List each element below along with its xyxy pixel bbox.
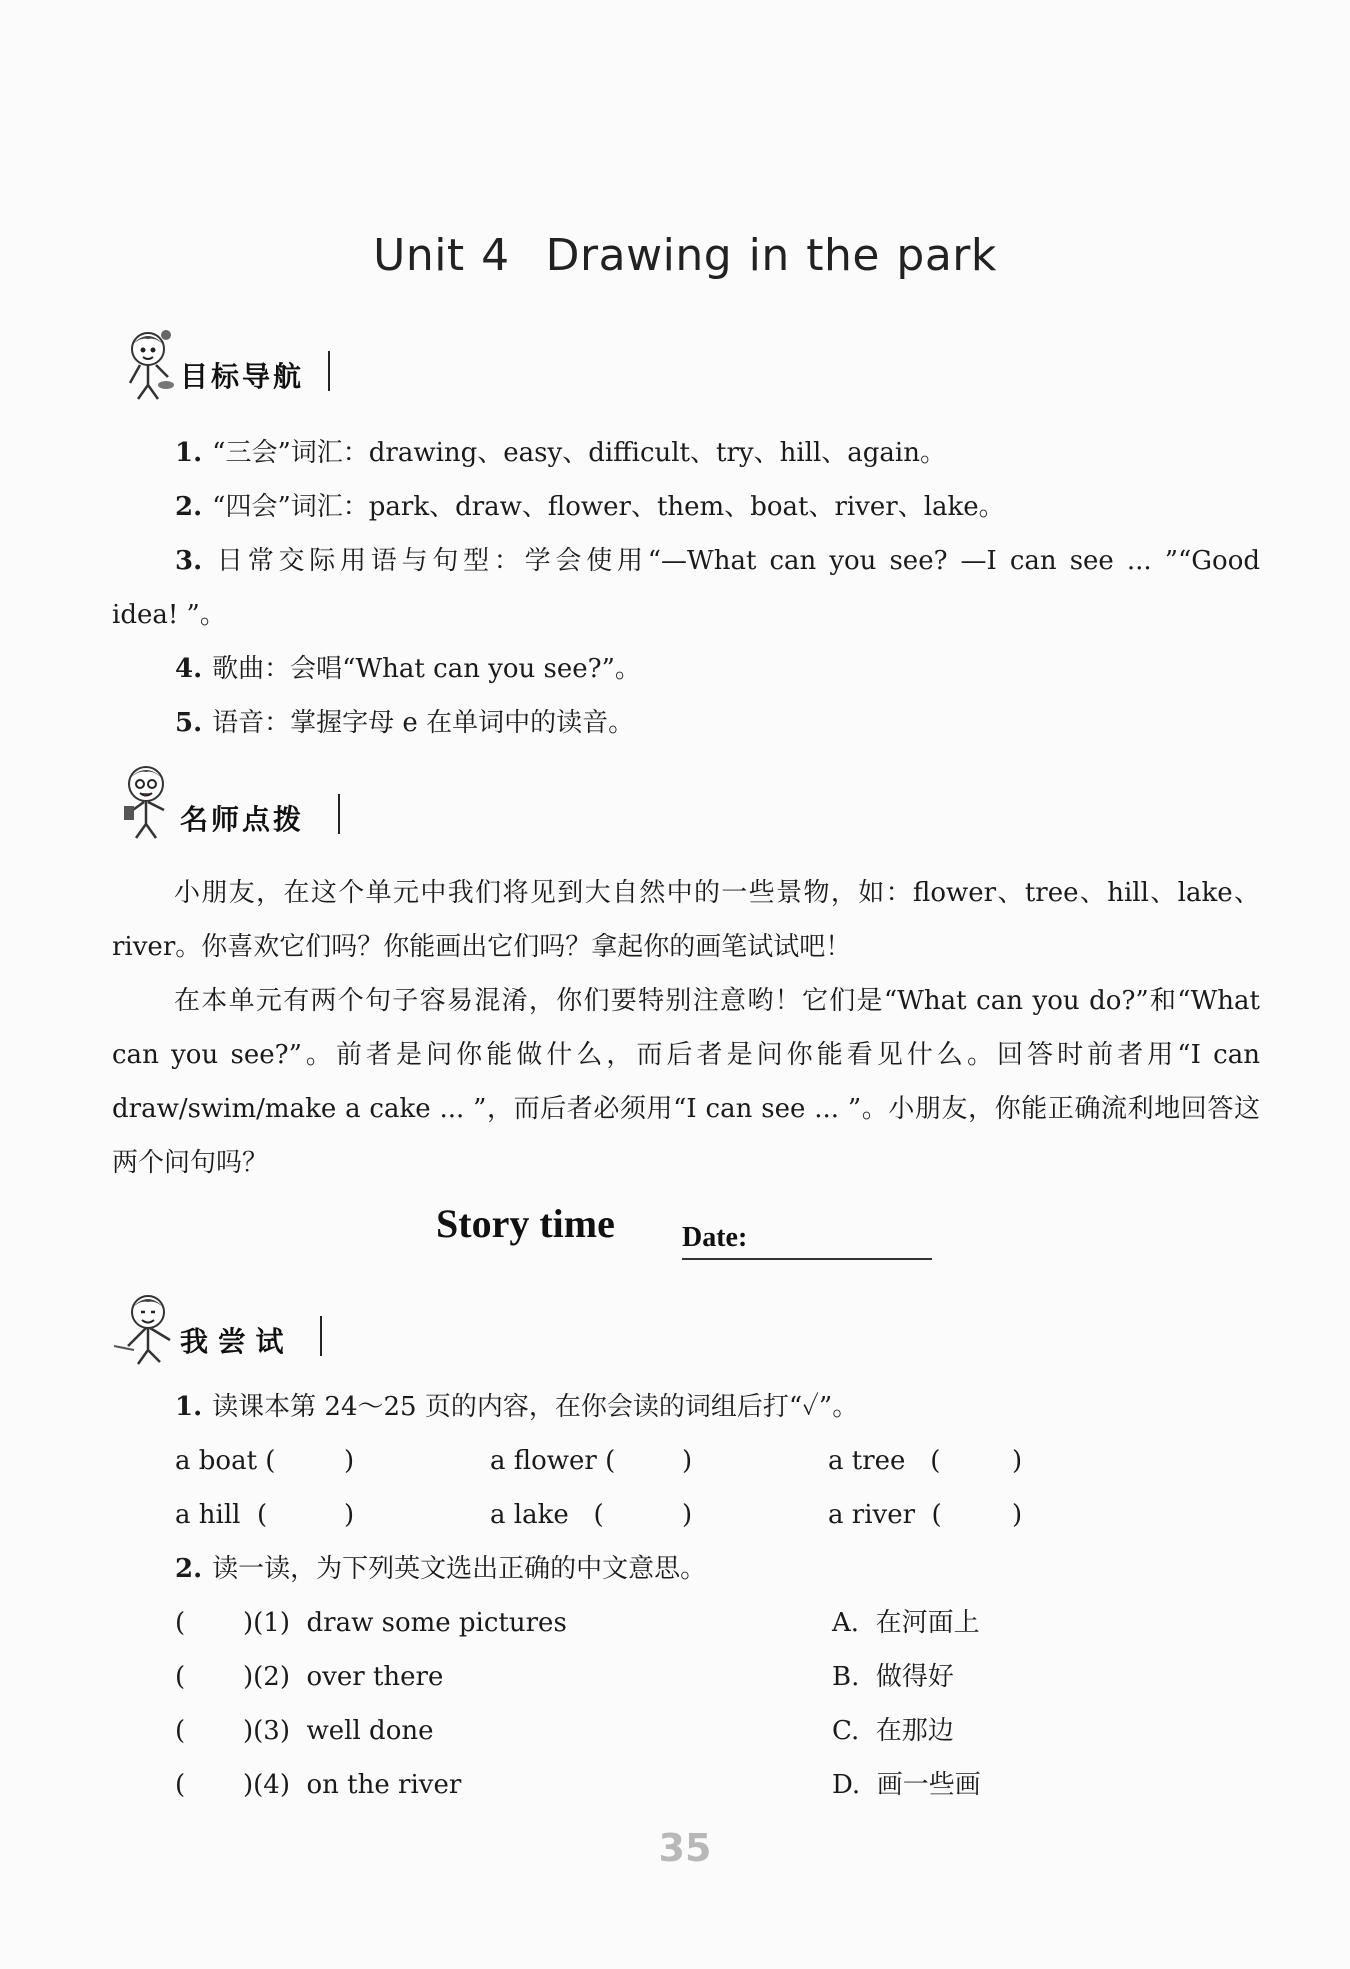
answer-blank[interactable]: ) [344,1500,355,1530]
page-number: 35 [658,1826,712,1870]
answer-blank[interactable]: ( ) [175,1608,254,1638]
goal-item-3-continued: idea! ”。 [112,600,226,630]
answer-blank[interactable]: ) [1012,1500,1023,1530]
header-divider [328,351,330,391]
match-row-1: ( )(1) draw some pictures [175,1608,567,1638]
match-row-2: ( )(2) over there [175,1662,444,1692]
answer-blank[interactable]: ) [1012,1446,1023,1476]
phrase-a-lake: a lake ( [490,1500,604,1530]
mascot-girl-icon [110,325,180,405]
tips-paragraph-2: 在本单元有两个句子容易混淆，你们要特别注意哟！它们是“What can you do?”和“What can you see?”。前者是问你能做什么，而后者是问你能看见什么。回答时前者用“I can draw/swim/make a cake ... ”，而后者必须用“I can see ... ”。小朋友，你能正确流利地回答这两个问句吗？ [112,986,1260,1178]
date-label: Date: [682,1222,748,1253]
answer-blank[interactable]: ( ) [175,1770,254,1800]
goal-item-2: 2. “四会”词汇：park、draw、flower、them、boat、river、lake。 [175,492,1005,522]
story-time-heading: Story time [436,1201,615,1246]
question-1: 1. 读课本第 24～25 页的内容，在你会读的词组后打“✓”。 [175,1392,859,1422]
try-label: 我 尝 试 [180,1325,284,1358]
option-a: A. 在河面上 [832,1608,980,1638]
phrase-a-flower: a flower ( [490,1446,616,1476]
mascot-girl-icon [110,1290,180,1370]
match-row-4: ( )(4) on the river [175,1770,462,1800]
phrase-a-tree: a tree ( [828,1446,941,1476]
goals-label: 目标导航 [180,360,305,393]
unit-name: Drawing in the park [545,230,997,281]
phrase-a-river: a river ( [828,1500,942,1530]
unit-number: Unit 4 [373,230,510,281]
date-input-line[interactable] [682,1258,932,1260]
answer-blank[interactable]: ( ) [175,1662,254,1692]
tips-label: 名师点拨 [180,803,305,836]
goal-item-3: 3. 日常交际用语与句型：学会使用“—What can you see? —I can see ... ”“Good [175,546,1260,576]
goal-item-4: 4. 歌曲：会唱“What can you see?”。 [175,654,641,684]
mascot-girl-icon [110,762,180,842]
phrase-a-hill: a hill ( [175,1500,268,1530]
page-title [0,230,1350,281]
option-b: B. 做得好 [832,1662,954,1692]
option-d: D. 画一些画 [832,1770,981,1800]
goal-item-5: 5. 语音：掌握字母 e 在单词中的读音。 [175,708,635,738]
goal-item-1: 1. “三会”词汇：drawing、easy、difficult、try、hill、again。 [175,438,946,468]
answer-blank[interactable]: ) [682,1446,693,1476]
answer-blank[interactable]: ) [682,1500,693,1530]
header-divider [320,1316,322,1356]
try-header [110,1290,350,1370]
header-divider [338,794,340,834]
option-c: C. 在那边 [832,1716,954,1746]
question-2: 2. 读一读，为下列英文选出正确的中文意思。 [175,1554,707,1584]
match-row-3: ( )(3) well done [175,1716,434,1746]
answer-blank[interactable]: ) [344,1446,355,1476]
goals-header [110,325,350,405]
tips-header [110,762,350,842]
answer-blank[interactable]: ( ) [175,1716,254,1746]
tips-paragraph-1: 小朋友，在这个单元中我们将见到大自然中的一些景物，如：flower、tree、hill、lake、river。你喜欢它们吗？你能画出它们吗？拿起你的画笔试试吧！ [112,878,1260,962]
phrase-a-boat: a boat ( [175,1446,276,1476]
